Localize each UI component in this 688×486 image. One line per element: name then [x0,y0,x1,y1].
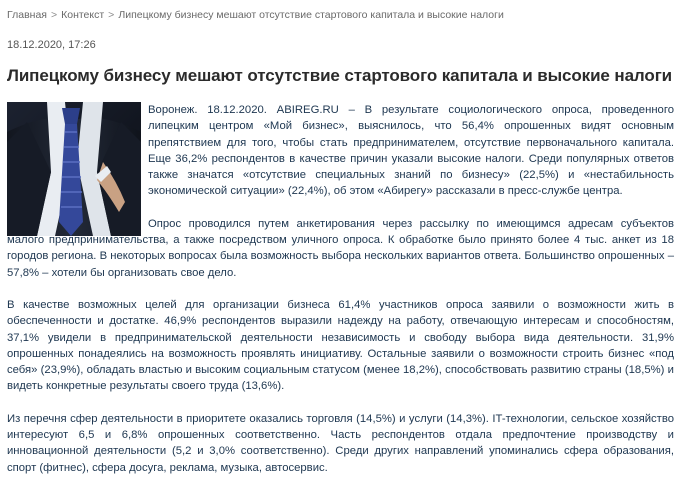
breadcrumb [7,9,504,21]
publication-date: 18.12.2020, 17:26 [7,39,96,51]
article-paragraph: Опрос проводился путем анкетирования через рассылку по имеющимся адресам субъектов малого предпринимательства, а также посредством уличного опроса. К обработке было принято более 4 тыс. анкет из 18 городов региона. В некоторых вопросах была возможность выбора нескольких вариантов ответа. Большинство опрошенных – 57,8% – хотели бы организовать свое дело. [7,217,674,279]
article-paragraph: Воронеж. 18.12.2020. ABIREG.RU – В результате социологического опроса, проведенного липецким центром «Мой бизнес», выяснилось, что 56,4% опрошенных видят основным препятствием для того, чтобы стать предпринимателем, отсутствие первоначального капитала. Еще 36,2% респондентов в качестве причин указали высокие налоги. Среди популярных ответов также значатся «отсутствие специальных знаний по бизнесу» (22,5%) и «нестабильность экономической ситуации» (22,4%), об этом «Абирегу» рассказали в пресс-службе центра. [148,104,674,198]
article-title: Липецкому бизнесу мешают отсутствие стартового капитала и высокие налоги [7,66,673,85]
breadcrumb-separator: > [50,9,58,21]
article-paragraph: В качестве возможных целей для организации бизнеса 61,4% участников опроса заявили о возможности жить в обеспеченности и достатке. 46,9% респондентов выразили надежду на работу, отвечающую интересам и способностям, 37,1% увидели в предпринимательской деятельности независимость и свободу выбора вида деятельности. 31,9% опрошенных понадеялись на возможность проявлять инициативу. Остальные заявили о возможности строить бизнес «под себя» (23,9%), обладать властью и высоким социальным статусом (менее 18,2%), способствовать развитию страны (18,5%) и видеть конкретные результаты своего труда (13,6%). [7,298,674,393]
article-body [7,102,674,476]
breadcrumb-home-link[interactable]: Главная [7,9,47,21]
article-paragraph: Из перечня сфер деятельности в приоритете оказались торговля (14,5%) и услуги (14,3%). IT-технологии, сельское хозяйство интересуют 6,5 и 6,8% опрошенных соответственно. Часть респондентов отдала предпочтение производству и инновационной деятельности (5,2 и 3,0% соответственно). Среди других направлений упоминались сфера образования, спорт (фитнес), сфера досуга, реклама, музыка, автосервис. [7,412,674,474]
breadcrumb-separator: > [108,9,115,21]
breadcrumb-section-link[interactable]: Контекст [61,9,105,21]
breadcrumb-current-link[interactable]: Липецкому бизнесу мешают отсутствие стартового капитала и высокие налоги [118,9,504,21]
